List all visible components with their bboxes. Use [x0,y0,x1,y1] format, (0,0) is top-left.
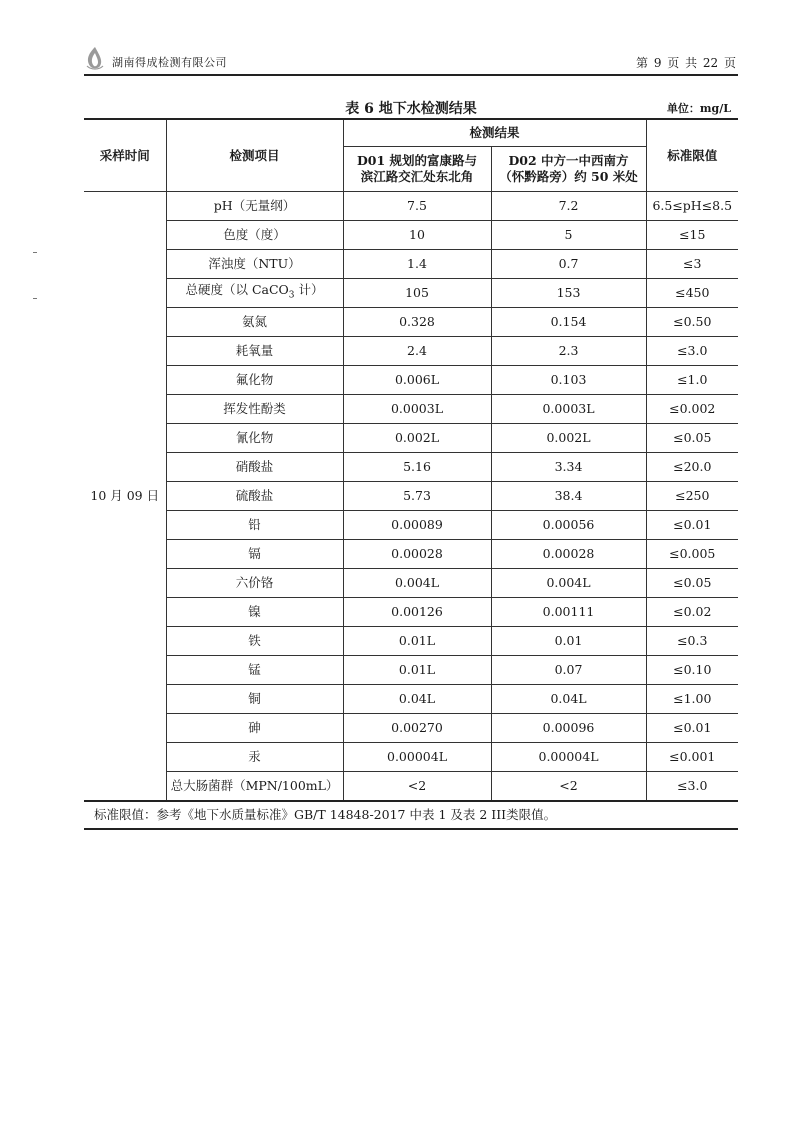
header-point-d02-line1: D02 中方一中西南方 [508,153,629,168]
cell-item: 浑浊度（NTU） [166,250,343,279]
sampling-date: 10 月 09 日 [84,192,166,802]
table-row [84,540,738,569]
cell-d02: 0.0003L [491,395,646,424]
cell-item: 氟化物 [166,366,343,395]
cell-item: 色度（度） [166,221,343,250]
table-row [84,743,738,772]
cell-d01: 0.00028 [343,540,491,569]
cell-item: pH（无量纲） [166,192,343,221]
cell-item: 六价铬 [166,569,343,598]
cell-limit: ≤3.0 [646,337,738,366]
cell-d01: 0.002L [343,424,491,453]
cell-limit: ≤20.0 [646,453,738,482]
cell-d02: 0.7 [491,250,646,279]
cell-item: 铁 [166,627,343,656]
cell-limit: ≤1.00 [646,685,738,714]
cell-d01: 0.00089 [343,511,491,540]
cell-limit: ≤250 [646,482,738,511]
cell-d01: 5.16 [343,453,491,482]
cell-limit: ≤1.0 [646,366,738,395]
company-name: 湖南得成检测有限公司 [112,56,227,69]
cell-limit: ≤0.002 [646,395,738,424]
cell-d02: 5 [491,221,646,250]
standard-note: 标准限值：参考《地下水质量标准》GB/T 14848-2017 中表 1 及表 2 III类限值。 [94,807,557,822]
cell-limit: ≤15 [646,221,738,250]
cell-d02: 153 [491,279,646,308]
cell-item: 总大肠菌群（MPN/100mL） [166,772,343,802]
cell-limit: ≤0.01 [646,714,738,743]
results-table [84,118,738,802]
cell-limit: ≤0.10 [646,656,738,685]
page-header [84,44,738,74]
cell-item: 硝酸盐 [166,453,343,482]
cell-item: 砷 [166,714,343,743]
cell-d02: 0.07 [491,656,646,685]
table-row [84,511,738,540]
cell-item: 氨氮 [166,308,343,337]
table-row [84,395,738,424]
cell-d02: 38.4 [491,482,646,511]
table-row [84,569,738,598]
header-point-d02 [491,147,646,192]
margin-mark [33,252,37,253]
cell-d02: 3.34 [491,453,646,482]
cell-d01: 0.006L [343,366,491,395]
table-row [84,714,738,743]
table-row [84,598,738,627]
table-row [84,656,738,685]
table-row [84,424,738,453]
table-row [84,366,738,395]
cell-d02: 0.00056 [491,511,646,540]
page-number: 第 9 页 共 22 页 [636,56,736,70]
cell-d02: 0.004L [491,569,646,598]
cell-item: 耗氧量 [166,337,343,366]
header-item: 检测项目 [166,119,343,192]
cell-d01: 105 [343,279,491,308]
cell-d02: 0.154 [491,308,646,337]
table-title: 表 6 地下水检测结果 [345,101,477,117]
header-point-d01 [343,147,491,192]
header-limit: 标准限值 [646,119,738,192]
header-result: 检测结果 [343,119,646,147]
cell-d01: 0.01L [343,656,491,685]
cell-item: 锰 [166,656,343,685]
table-row [84,482,738,511]
cell-d01: 0.0003L [343,395,491,424]
table-row [84,337,738,366]
cell-d01: 0.04L [343,685,491,714]
cell-limit: 6.5≤pH≤8.5 [646,192,738,221]
table-row [84,772,738,802]
cell-d01: 1.4 [343,250,491,279]
table-row [84,685,738,714]
cell-d02: 0.04L [491,685,646,714]
cell-d01: 0.00004L [343,743,491,772]
cell-d01: 0.01L [343,627,491,656]
cell-limit: ≤450 [646,279,738,308]
cell-limit: ≤0.01 [646,511,738,540]
cell-d02: 2.3 [491,337,646,366]
cell-d01: 0.004L [343,569,491,598]
cell-d02: <2 [491,772,646,802]
cell-item: 氰化物 [166,424,343,453]
cell-d01: 0.00270 [343,714,491,743]
cell-limit: ≤3 [646,250,738,279]
cell-item: 镉 [166,540,343,569]
cell-d01: 0.328 [343,308,491,337]
cell-d01: 2.4 [343,337,491,366]
cell-limit: ≤0.50 [646,308,738,337]
table-row [84,627,738,656]
margin-mark [33,298,37,299]
header-point-d01-line2: 滨江路交汇处东北角 [360,169,474,184]
cell-item: 铅 [166,511,343,540]
footer-rule [84,828,738,830]
cell-d02: 7.2 [491,192,646,221]
cell-limit: ≤0.001 [646,743,738,772]
header-point-d02-line2: （怀黔路旁）约 50 米处 [499,169,638,184]
cell-d02: 0.103 [491,366,646,395]
cell-d01: 5.73 [343,482,491,511]
cell-item: 镍 [166,598,343,627]
cell-limit: ≤0.05 [646,569,738,598]
results-table-wrapper [84,118,738,802]
cell-d02: 0.00096 [491,714,646,743]
cell-item: 铜 [166,685,343,714]
cell-item: 挥发性酚类 [166,395,343,424]
header-sampling-time: 采样时间 [84,119,166,192]
cell-item: 硫酸盐 [166,482,343,511]
cell-d02: 0.00111 [491,598,646,627]
cell-d02: 0.002L [491,424,646,453]
cell-item: 汞 [166,743,343,772]
table-row [84,279,738,308]
header-point-d01-line1: D01 规划的富康路与 [356,153,478,168]
company-logo-icon [84,46,106,70]
cell-limit: ≤0.02 [646,598,738,627]
cell-d02: 0.01 [491,627,646,656]
cell-item: 总硬度（以 CaCO$_3$ 计） [166,279,343,308]
unit-label: 单位：mg/L [666,102,731,115]
table-row [84,453,738,482]
table-row [84,250,738,279]
cell-d02: 0.00028 [491,540,646,569]
table-row [84,308,738,337]
cell-d01: 10 [343,221,491,250]
cell-d01: 7.5 [343,192,491,221]
table-row [84,192,738,221]
cell-d01: <2 [343,772,491,802]
cell-limit: ≤0.3 [646,627,738,656]
cell-limit: ≤0.005 [646,540,738,569]
cell-d02: 0.00004L [491,743,646,772]
cell-limit: ≤0.05 [646,424,738,453]
cell-limit: ≤3.0 [646,772,738,802]
table-row [84,221,738,250]
header-rule [84,74,738,76]
cell-d01: 0.00126 [343,598,491,627]
